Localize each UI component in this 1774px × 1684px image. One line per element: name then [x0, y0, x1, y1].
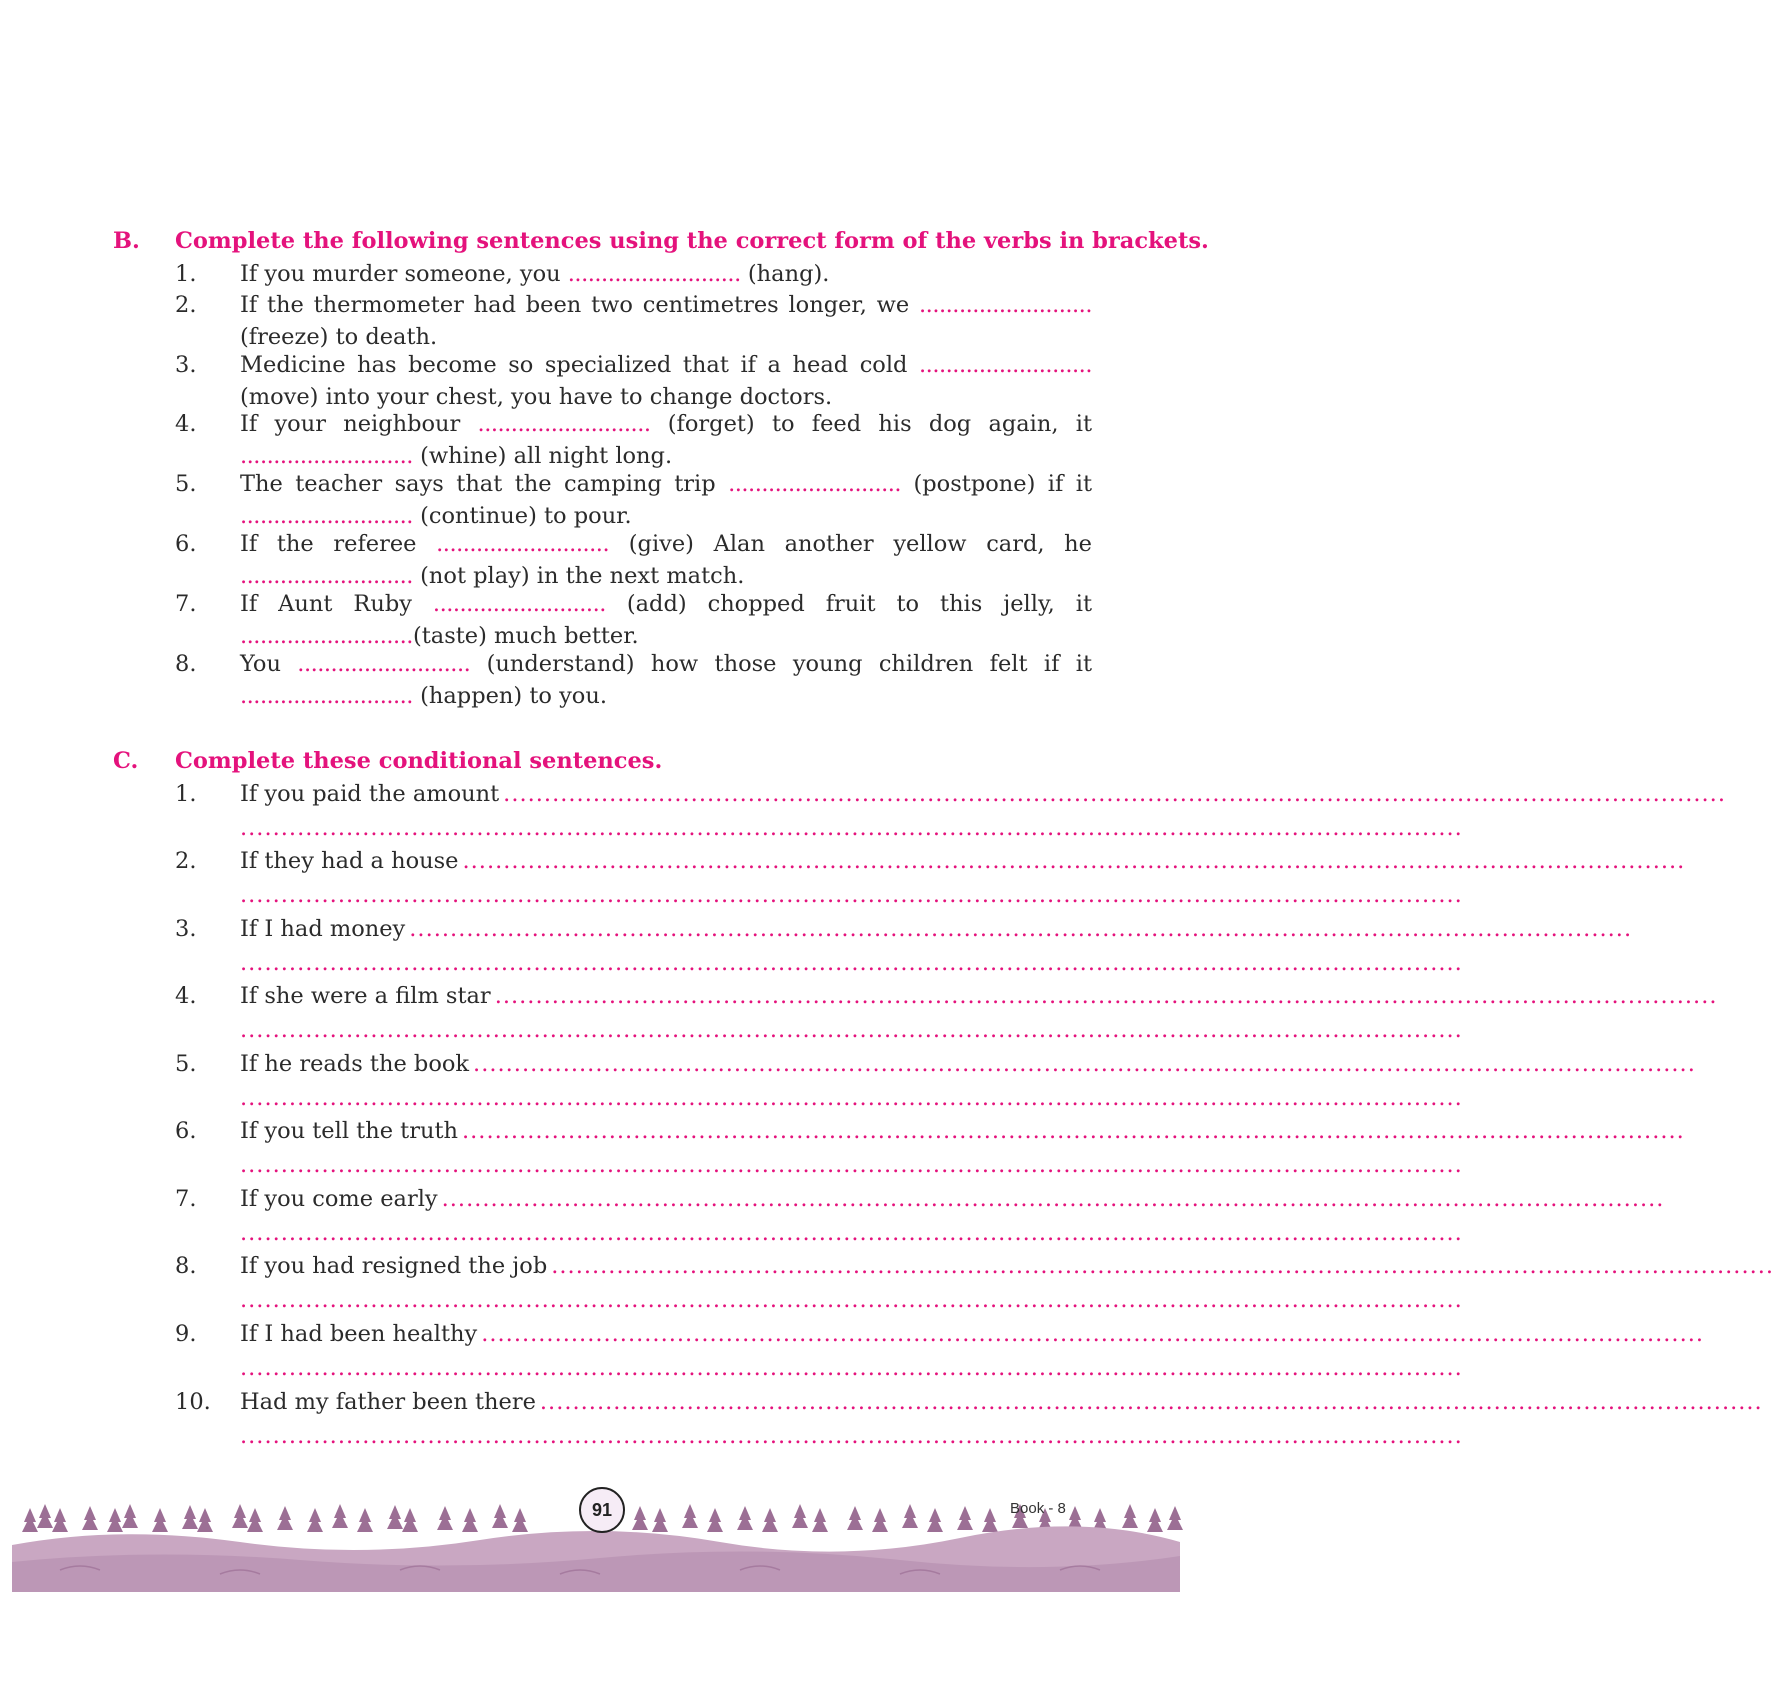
answer-line[interactable]: ...................................................................................................................................................... [551, 1253, 1774, 1279]
c-question-3 [175, 913, 1633, 979]
section-c-title: Complete these conditional sentences. [175, 748, 663, 774]
answer-line-2[interactable]: ...................................................................................................................................................... [240, 1085, 1463, 1111]
answer-blank[interactable]: .......................... [919, 352, 1092, 378]
answer-line[interactable]: ...................................................................................................................................................... [462, 1118, 1685, 1144]
question-number: 8. [175, 1253, 197, 1279]
answer-line[interactable]: ...................................................................................................................................................... [539, 1389, 1763, 1415]
answer-blank[interactable]: .......................... [240, 503, 413, 529]
b-question-2: 2. If the thermometer had been two centimetres longer, we .......................... (freeze) to death. [175, 289, 1092, 353]
question-number: 5. [175, 1051, 197, 1077]
c-question-5 [175, 1048, 1696, 1114]
c-question-1 [175, 778, 1726, 844]
section-c-letter: C. [113, 748, 139, 774]
answer-blank[interactable]: .......................... [919, 292, 1092, 318]
b-question-3: 3. Medicine has become so specialized that if a head cold .......................... (move) into your chest, you have to change doctors. [175, 349, 1092, 413]
answer-line[interactable]: ...................................................................................................................................................... [441, 1186, 1665, 1212]
c-question-6 [175, 1115, 1685, 1181]
c-question-7 [175, 1183, 1665, 1249]
c-question-2 [175, 845, 1686, 911]
sentence-stem: If I had money [240, 916, 406, 942]
c-question-4 [175, 980, 1718, 1046]
question-number: 3. [175, 352, 197, 378]
b-question-8: 8. You .......................... (understand) how those young children felt if it .......................... (happen) to you. [175, 648, 1092, 712]
answer-line[interactable]: ...................................................................................................................................................... [503, 781, 1726, 807]
question-number: 2. [175, 848, 197, 874]
question-number: 1. [175, 261, 197, 287]
section-b-title: Complete the following sentences using the correct form of the verbs in brackets. [175, 228, 1209, 254]
sentence-stem: If he reads the book [240, 1051, 470, 1077]
answer-line-2[interactable]: ...................................................................................................................................................... [240, 1152, 1463, 1178]
section-b-heading [0, 226, 1209, 256]
question-number: 4. [175, 983, 197, 1009]
sentence-stem: Had my father been there [240, 1389, 536, 1415]
answer-line-2[interactable]: ...................................................................................................................................................... [240, 1017, 1463, 1043]
question-number: 7. [175, 1186, 197, 1212]
page-number: 91 [591, 1500, 613, 1520]
answer-line[interactable]: ...................................................................................................................................................... [481, 1321, 1705, 1347]
b-question-7: 7. If Aunt Ruby .......................... (add) chopped fruit to this jelly, it ..........................(taste) much better. [175, 588, 1092, 652]
question-number: 1. [175, 781, 197, 807]
answer-blank[interactable]: .......................... [240, 683, 413, 709]
answer-line-2[interactable]: ...................................................................................................................................................... [240, 1287, 1463, 1313]
question-number: 9. [175, 1321, 197, 1347]
sentence-stem: If you paid the amount [240, 781, 500, 807]
sentence-stem: If she were a film star [240, 983, 491, 1009]
sentence-stem: If you tell the truth [240, 1118, 458, 1144]
book-label: Book - 8 [1010, 1500, 1066, 1517]
answer-blank[interactable]: .......................... [432, 591, 606, 617]
page-number-badge [579, 1487, 625, 1533]
question-number: 6. [175, 1118, 197, 1144]
answer-blank[interactable]: .......................... [240, 623, 413, 649]
sentence-stem: If I had been healthy [240, 1321, 478, 1347]
answer-line-2[interactable]: ...................................................................................................................................................... [240, 1423, 1463, 1449]
sentence-stem: If you had resigned the job [240, 1253, 548, 1279]
answer-line-2[interactable]: ...................................................................................................................................................... [240, 1220, 1463, 1246]
question-number: 5. [175, 471, 197, 497]
c-question-9 [175, 1318, 1705, 1384]
answer-line-2[interactable]: ...................................................................................................................................................... [240, 950, 1463, 976]
question-number: 2. [175, 292, 197, 318]
question-number: 4. [175, 411, 197, 437]
answer-line-2[interactable]: ...................................................................................................................................................... [240, 882, 1463, 908]
answer-blank[interactable]: .......................... [477, 411, 651, 437]
sentence-stem: If they had a house [240, 848, 459, 874]
answer-blank[interactable]: .......................... [728, 471, 902, 497]
answer-line-2[interactable]: ...................................................................................................................................................... [240, 815, 1463, 841]
question-number: 3. [175, 916, 197, 942]
answer-line[interactable]: ...................................................................................................................................................... [494, 983, 1718, 1009]
answer-line[interactable]: ...................................................................................................................................................... [409, 916, 1633, 942]
answer-blank[interactable]: .......................... [240, 443, 413, 469]
answer-line[interactable]: ...................................................................................................................................................... [462, 848, 1686, 874]
sentence-stem: If you come early [240, 1186, 438, 1212]
answer-blank[interactable]: .......................... [567, 261, 741, 287]
b-question-1: 1. If you murder someone, you .......................... (hang). [175, 258, 1092, 290]
b-question-6: 6. If the referee .......................... (give) Alan another yellow card, he .......................... (not play) in the next match. [175, 528, 1092, 592]
answer-line-2[interactable]: ...................................................................................................................................................... [240, 1355, 1463, 1381]
answer-blank[interactable]: .......................... [436, 531, 610, 557]
question-number: 7. [175, 591, 197, 617]
answer-blank[interactable]: .......................... [240, 563, 413, 589]
answer-blank[interactable]: .......................... [297, 651, 471, 677]
c-question-8 [175, 1250, 1774, 1316]
section-b-letter: B. [113, 228, 140, 254]
question-number: 10. [175, 1389, 211, 1415]
b-question-5: 5. The teacher says that the camping trip .......................... (postpone) if it .......................... (continue) to pour. [175, 468, 1092, 532]
section-c-heading [0, 746, 1191, 776]
answer-line[interactable]: ...................................................................................................................................................... [473, 1051, 1696, 1077]
c-question-10 [175, 1386, 1763, 1452]
question-number: 8. [175, 651, 197, 677]
b-question-4: 4. If your neighbour .......................... (forget) to feed his dog again, it .......................... (whine) all night long. [175, 408, 1092, 472]
question-number: 6. [175, 531, 197, 557]
